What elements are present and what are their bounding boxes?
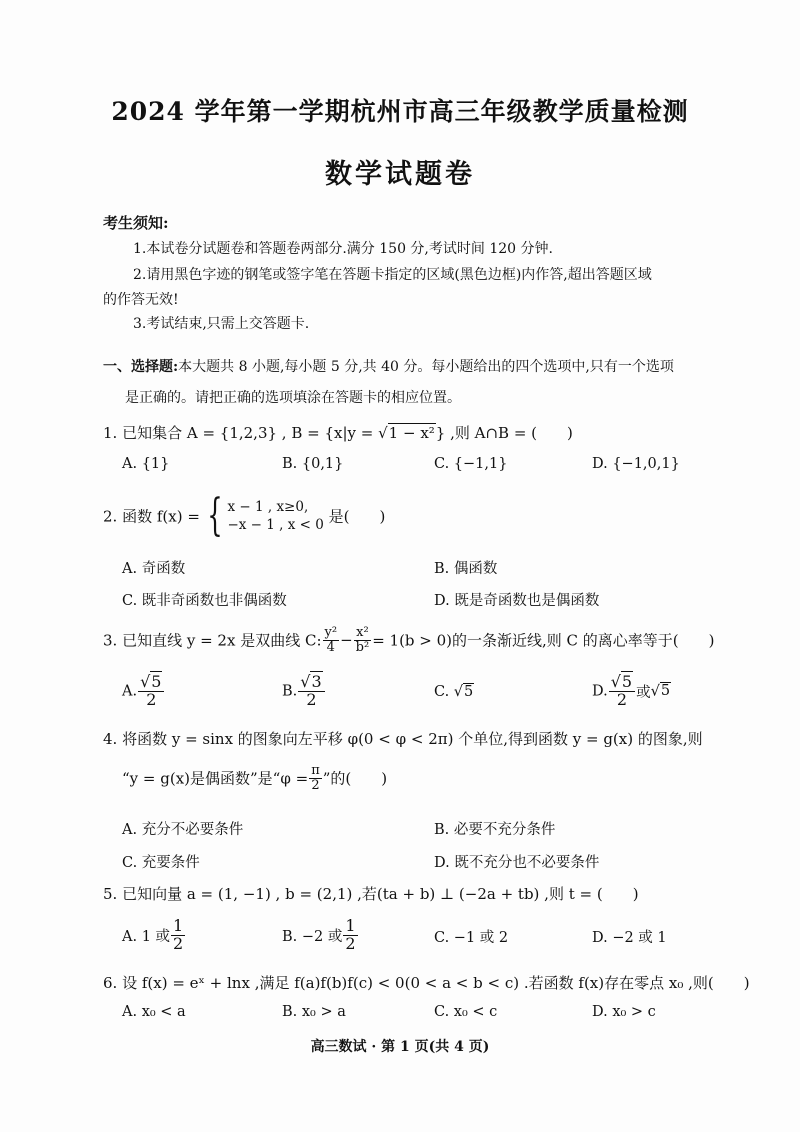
q4-option-c: C. 充要条件	[122, 855, 200, 871]
q1-option-c: C. {−1,1}	[434, 456, 508, 472]
q5-option-a-frac	[171, 918, 185, 953]
question-4-line1: 4. 将函数 y = sinx 的图象向左平移 φ(0 < φ < 2π) 个单位,得到函数 y = g(x) 的图象,则	[103, 730, 703, 748]
section-intro-line2: 是正确的。请把正确的选项填涂在答题卡的相应位置。	[125, 390, 461, 406]
question-3-stem	[103, 626, 715, 654]
q5-option-b	[282, 918, 359, 953]
q2-option-b: B. 偶函数	[434, 561, 498, 577]
q2-piece-2: −x − 1 , x < 0	[227, 517, 324, 533]
q3-option-a-frac	[138, 674, 164, 709]
q1-option-d: D. {−1,0,1}	[592, 456, 680, 472]
q2-stem-part-b: 是( )	[328, 507, 386, 526]
question-2-stem	[103, 490, 386, 541]
q3-option-a	[122, 674, 165, 709]
q5-option-a	[122, 918, 186, 953]
q3-option-c-radicand: 5	[464, 684, 474, 700]
q3-stem-part-a: 3. 已知直线 y = 2x 是双曲线 C:	[103, 631, 322, 650]
q2-piecewise	[227, 498, 323, 534]
question-5-stem: 5. 已知向量 a = (1, −1) , b = (2,1) ,若(ta + b) ⊥ (−2a + tb) ,则 t = ( )	[103, 885, 639, 903]
q3-option-a-num: √5	[138, 674, 164, 692]
q5-option-b-frac	[343, 918, 357, 953]
q3-option-b-frac	[298, 674, 324, 709]
q3-frac-y-num: y²	[324, 625, 338, 640]
page-footer: 高三数试 · 第 1 页(共 4 页)	[310, 1039, 490, 1055]
q1-option-b: B. {0,1}	[282, 456, 344, 472]
q5-option-b-num: 1	[345, 916, 356, 935]
notice-item-1: 1.本试卷分试题卷和答题卷两部分.满分 150 分,考试时间 120 分钟.	[133, 241, 553, 257]
q3-option-d-den: 2	[616, 689, 627, 709]
q3-frac-x-den: b²	[355, 639, 370, 655]
q5-option-b-den: 2	[345, 933, 356, 953]
q3-option-d-or: 或	[636, 684, 651, 701]
notice-item-2-cont: 的作答无效!	[103, 292, 179, 308]
q2-stem-part-a: 2. 函数 f(x) =	[103, 507, 200, 526]
q4-frac	[309, 764, 322, 792]
section-intro-line1	[103, 356, 674, 376]
q4-frac-den: 2	[311, 777, 320, 793]
question-4-line2	[122, 764, 387, 792]
q3-option-d-radicand: 5	[621, 672, 633, 691]
q5-option-d: D. −2 或 1	[592, 930, 667, 946]
q1-option-a: A. {1}	[122, 456, 170, 472]
exam-subtitle: 数学试题卷	[325, 159, 475, 190]
q3-frac-x	[354, 626, 372, 654]
q3-frac-y-den: 4	[326, 639, 335, 655]
q3-option-a-den: 2	[146, 689, 157, 709]
notice-heading: 考生须知:	[103, 214, 169, 232]
q3-option-b-label: B.	[282, 683, 298, 700]
q4-frac-num: π	[311, 763, 320, 778]
q3-option-a-label: A.	[122, 683, 138, 700]
q3-option-d-label: D.	[592, 683, 608, 700]
q6-option-c: C. x₀ < c	[434, 1004, 498, 1020]
q6-option-a: A. x₀ < a	[122, 1004, 186, 1020]
q3-option-d-frac	[609, 674, 635, 709]
q2-option-c: C. 既非奇函数也非偶函数	[122, 593, 287, 609]
q2-option-d: D. 既是奇函数也是偶函数	[434, 593, 600, 609]
q1-radicand: 1 − x²	[388, 424, 435, 442]
q5-option-c: C. −1 或 2	[434, 930, 509, 946]
q3-option-d-num: √5	[609, 674, 635, 692]
notice-item-2: 2.请用黑色字迹的钢笔或签字笔在答题卡指定的区域(黑色边框)内作答,超出答题区域	[133, 267, 652, 283]
question-1-stem	[103, 422, 573, 443]
q4-line2-part-b: ”的( )	[322, 769, 388, 788]
q3-option-b-radicand: 3	[311, 672, 322, 691]
notice-item-3: 3.考试结束,只需上交答题卡.	[133, 316, 310, 332]
q1-stem-part-a: 1. 已知集合 A = {1,2,3} , B = {x|y =	[103, 424, 379, 442]
q6-option-b: B. x₀ > a	[282, 1004, 346, 1020]
q3-option-c-label: C.	[434, 684, 450, 700]
q5-option-b-pre: B. −2 或	[282, 928, 343, 945]
section-label: 一、选择题:	[103, 359, 179, 375]
section-desc-1: 本大题共 8 小题,每小题 5 分,共 40 分。每小题给出的四个选项中,只有一个选项	[178, 359, 674, 375]
q4-option-b: B. 必要不充分条件	[434, 822, 556, 838]
q3-option-a-radicand: 5	[151, 672, 162, 691]
q3-option-b-den: 2	[306, 689, 317, 709]
q3-option-d: D. $\frac{√5}{2}$ 或√5	[592, 672, 671, 709]
q4-line2-part-a: “y = g(x)是偶函数”是“φ =	[122, 769, 309, 788]
q3-option-b-num: √3	[298, 674, 324, 692]
q5-option-a-den: 2	[173, 933, 184, 953]
question-6-stem: 6. 设 f(x) = eˣ + lnx ,满足 f(a)f(b)f(c) < 0(0 < a < b < c) .若函数 f(x)存在零点 x₀ ,则( )	[103, 974, 750, 992]
piecewise-brace: {	[206, 490, 223, 541]
q1-stem-part-b: } ,则 A∩B = ( )	[435, 424, 573, 442]
q4-option-a: A. 充分不必要条件	[122, 822, 244, 838]
q4-option-d: D. 既不充分也不必要条件	[434, 855, 600, 871]
q3-frac-y	[323, 626, 340, 654]
q2-piece-1: x − 1 , x≥0,	[227, 498, 309, 515]
q3-stem-part-b: = 1(b > 0)的一条渐近线,则 C 的离心率等于( )	[372, 631, 715, 650]
sqrt-sign: √	[378, 424, 388, 442]
exam-title: 2024 学年第一学期杭州市高三年级教学质量检测	[111, 97, 689, 126]
q2-option-a: A. 奇函数	[122, 561, 186, 577]
q6-option-d: D. x₀ > c	[592, 1004, 656, 1020]
q5-option-a-pre: A. 1 或	[122, 928, 171, 945]
q3-minus: −	[340, 631, 353, 650]
q3-option-c: C. √5	[434, 684, 474, 700]
q3-option-d-radicand-2: 5	[660, 683, 671, 700]
q5-option-a-num: 1	[173, 916, 184, 935]
q3-option-b	[282, 674, 326, 709]
q3-frac-x-num: x²	[354, 626, 372, 641]
